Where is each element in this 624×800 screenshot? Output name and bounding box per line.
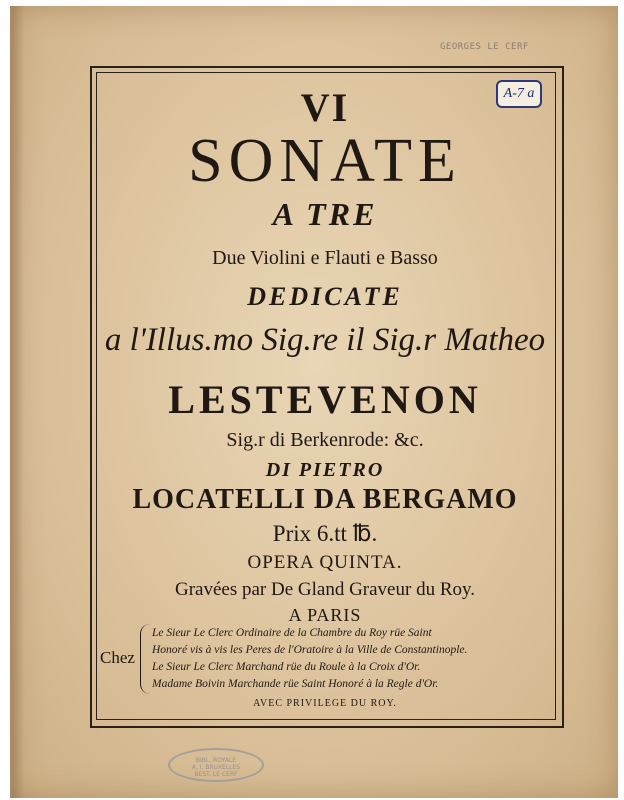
instrumentation: Due Violini e Flauti e Basso: [212, 247, 438, 269]
call-number-label: A-7 a: [496, 80, 542, 108]
dedicatee-estate: Sig.r di Berkenrode: &c.: [226, 429, 424, 451]
address-line: Honoré vis à vis les Peres de l'Oratoire à la Ville de Constantinople.: [152, 644, 468, 656]
chez-label: Chez: [100, 648, 135, 667]
price: Prix 6.tt ℔.: [272, 521, 378, 546]
owner-stamp: GEORGES LE CERF: [440, 42, 529, 52]
dedicatee-title: a l'Illus.mo Sig.re il Sig.r Matheo: [104, 322, 546, 358]
library-stamp-text: A. I. BRUXELLES: [191, 764, 241, 772]
subtitle-a-tre: A TRE: [272, 196, 378, 232]
composer-name: LOCATELLI DA BERGAMO: [132, 484, 518, 515]
privilege-line: AVEC PRIVILEGE DU ROY.: [253, 698, 397, 709]
address-line: Madame Boivin Marchande rüe Saint Honoré à la Regle d'Or.: [152, 678, 439, 690]
engraver: Gravées par De Gland Graveur du Roy.: [174, 579, 476, 600]
address-line: Le Sieur Le Clerc Ordinaire de la Chambre du Roy rüe Saint: [152, 627, 432, 639]
address-brace: [140, 624, 151, 694]
di-pietro: DI PIETRO: [265, 459, 385, 481]
title-sonate: SONATE: [188, 127, 462, 195]
spine-shadow: [10, 6, 24, 798]
address-line: Le Sieur Le Clerc Marchand rüe du Roule à la Croix d'Or.: [152, 661, 421, 673]
dedicate-heading: DEDICATE: [247, 282, 403, 311]
city: A PARIS: [288, 605, 362, 625]
library-stamp: [168, 748, 264, 782]
numeral-vi: VI: [300, 85, 350, 130]
library-stamp-text: BEST. LE CERF: [194, 771, 238, 779]
library-stamp-text: BIBL. ROYALE: [195, 757, 237, 764]
opus-number: OPERA QUINTA.: [247, 552, 403, 573]
dedicatee-name: LESTEVENON: [168, 377, 482, 422]
